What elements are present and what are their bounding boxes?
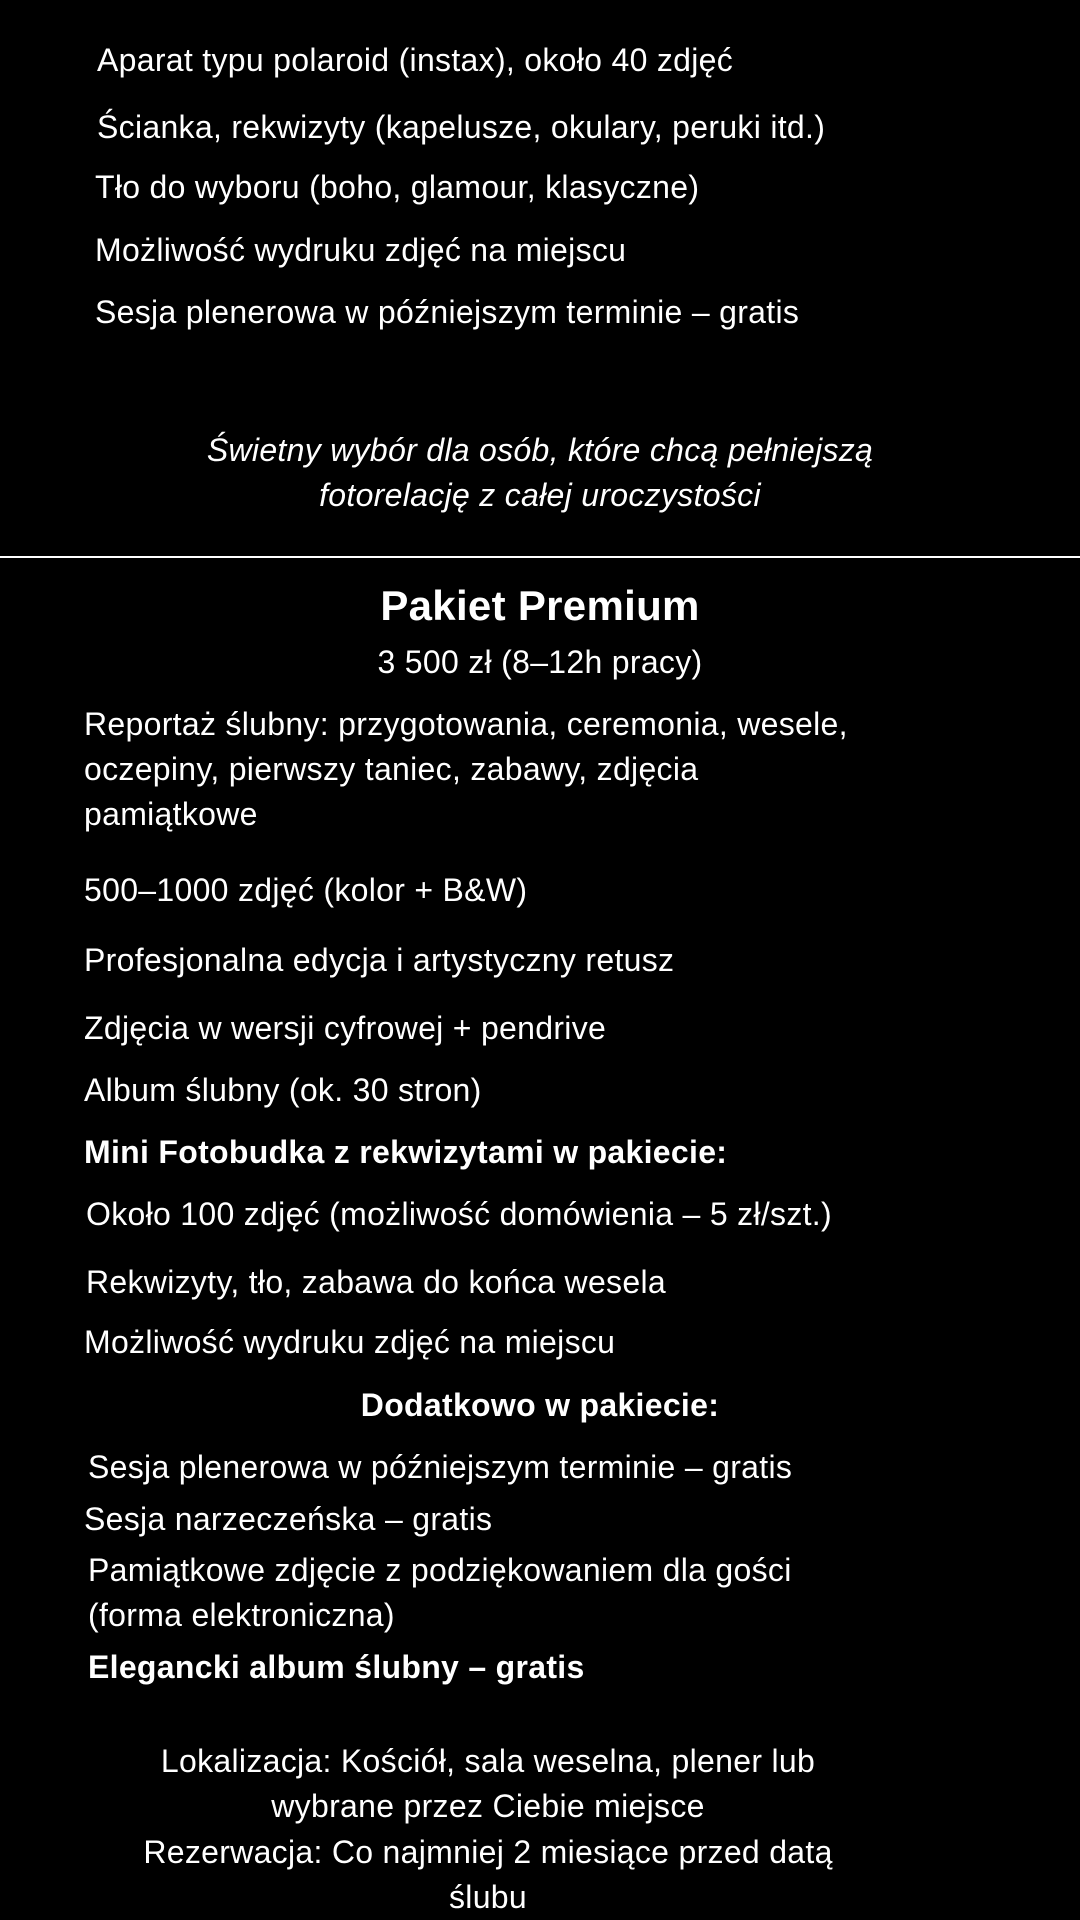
previous-package-item-3: Tło do wyboru (boho, glamour, klasyczne) [95,169,700,205]
previous-package-item-1: Aparat typu polaroid (instax), około 40 zdjęć [97,42,734,78]
previous-package-item-2: Ścianka, rekwizyty (kapelusze, okulary, peruki itd.) [97,109,826,145]
premium-package-title: Pakiet Premium [380,582,700,629]
photobooth-item-props: Rekwizyty, tło, zabawa do końca wesela [86,1264,666,1300]
premium-item-retouch: Profesjonalna edycja i artystyczny retusz [84,942,675,978]
premium-item-digital: Zdjęcia w wersji cyfrowej + pendrive [84,1010,607,1046]
photobooth-item-print: Możliwość wydruku zdjęć na miejscu [84,1324,616,1360]
previous-package-tagline-line-2: fotorelację z całej uroczystości [319,477,761,513]
footer-reservation-line-2: ślubu [449,1879,527,1915]
premium-reportage-line-1: Reportaż ślubny: przygotowania, ceremonia, wesele, [84,706,848,742]
footer-location-line-2: wybrane przez Ciebie miejsce [271,1788,705,1824]
footer-reservation-line-1: Rezerwacja: Co najmniej 2 miesiące przed datą [143,1834,833,1870]
photobooth-item-photos: Około 100 zdjęć (możliwość domówienia – 5 zł/szt.) [86,1196,832,1232]
previous-package-item-4: Możliwość wydruku zdjęć na miejscu [95,232,627,268]
previous-package-tagline-line-1: Świetny wybór dla osób, które chcą pełniejszą [206,432,874,468]
extras-thank-you-line-1: Pamiątkowe zdjęcie z podziękowaniem dla gości [88,1552,792,1588]
footer-location-line-1: Lokalizacja: Kościół, sala weselna, plener lub [160,1743,816,1779]
extras-album-gratis: Elegancki album ślubny – gratis [88,1649,585,1685]
extras-heading: Dodatkowo w pakiecie: [360,1387,720,1423]
premium-package-price: 3 500 zł (8–12h pracy) [377,644,703,680]
premium-item-album: Album ślubny (ok. 30 stron) [84,1072,482,1108]
premium-reportage-line-2: oczepiny, pierwszy taniec, zabawy, zdjęcia [84,751,699,787]
extras-item-engagement-session: Sesja narzeczeńska – gratis [84,1501,493,1537]
section-divider [0,556,1080,558]
premium-item-photo-count: 500–1000 zdjęć (kolor + B&W) [84,872,528,908]
photobooth-heading: Mini Fotobudka z rekwizytami w pakiecie: [84,1134,728,1170]
extras-item-outdoor-session: Sesja plenerowa w późniejszym terminie – gratis [88,1449,793,1485]
previous-package-item-5: Sesja plenerowa w późniejszym terminie – gratis [95,294,800,330]
premium-reportage-line-3: pamiątkowe [84,796,258,832]
extras-thank-you-line-2: (forma elektroniczna) [88,1597,395,1633]
